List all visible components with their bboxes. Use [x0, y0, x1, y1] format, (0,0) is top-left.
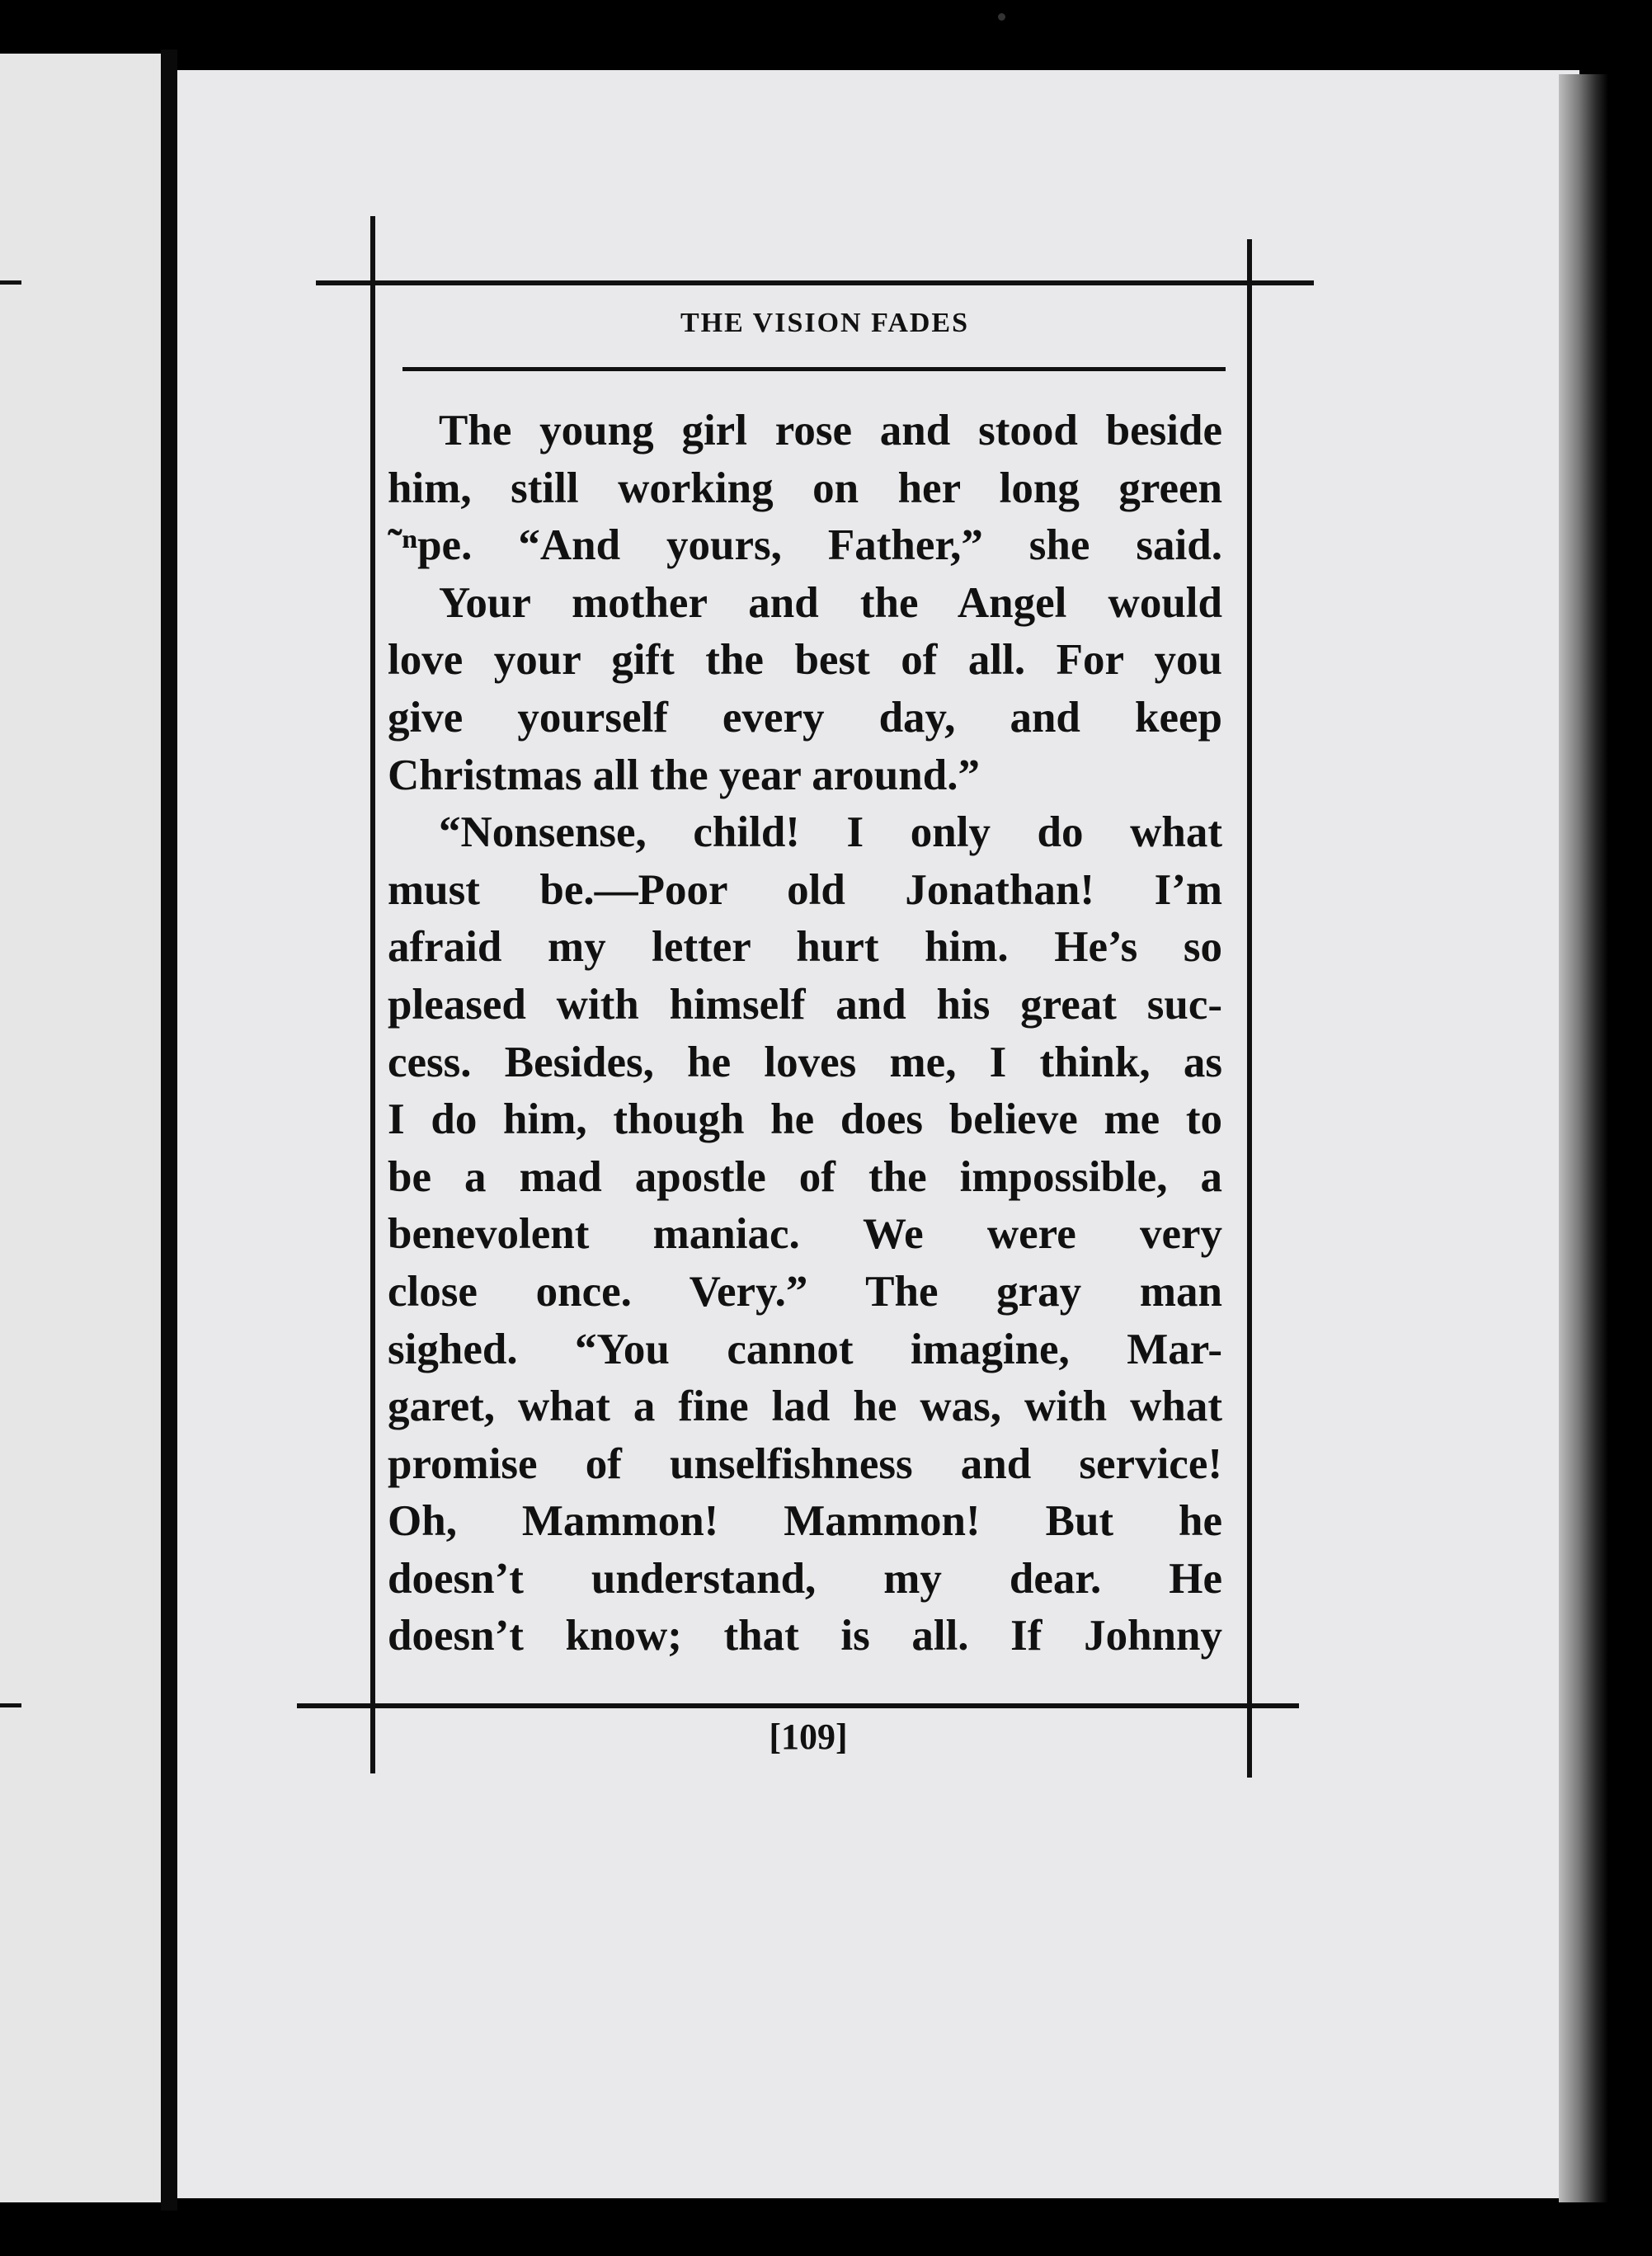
text-line: promise of unselfishness and service! — [388, 1439, 1222, 1488]
left-frame-rule — [370, 216, 375, 1773]
text-line: doesn’t understand, my dear. He — [388, 1554, 1222, 1603]
text-line: Christmas all the year around.” — [388, 751, 980, 799]
scan-speck — [998, 13, 1005, 21]
text-line: I do him, though he does believe me to — [388, 1095, 1222, 1144]
text-line: sighed. “You cannot imagine, Mar- — [388, 1325, 1222, 1373]
facing-page-rule-mark — [0, 280, 21, 285]
bottom-frame-rule — [297, 1703, 1299, 1708]
text-line: afraid my letter hurt him. He’s so — [388, 923, 1222, 972]
text-line: be a mad apostle of the impossible, a — [388, 1152, 1222, 1201]
text-line: “Nonsense, child! I only do what — [439, 808, 1222, 857]
running-head: THE VISION FADES — [680, 308, 970, 338]
right-frame-rule — [1247, 239, 1252, 1778]
text-line: must be.—Poor old Jonathan! I’m — [388, 865, 1222, 914]
text-line: close once. Very.” The gray man — [388, 1267, 1222, 1316]
text-line: garet, what a fine lad he was, with what — [388, 1382, 1222, 1431]
text-line: Your mother and the Angel would — [439, 578, 1222, 627]
page-number: [109] — [769, 1717, 848, 1757]
facing-page-rule-mark — [0, 1703, 21, 1707]
text-line: benevolent maniac. We were very — [388, 1210, 1222, 1259]
text-line: Oh, Mammon! Mammon! But he — [388, 1497, 1222, 1546]
page-edge-shadow — [1559, 74, 1608, 2202]
text-line: ˜ⁿpe. “And yours, Father,” she said. — [388, 521, 1222, 570]
top-frame-rule — [316, 280, 1314, 285]
text-line: love your gift the best of all. For you — [388, 636, 1222, 685]
head-rule — [402, 367, 1226, 371]
facing-page-edge — [0, 54, 161, 2202]
text-line: pleased with himself and his great suc- — [388, 980, 1222, 1029]
text-line: doesn’t know; that is all. If Johnny — [388, 1612, 1222, 1660]
text-line: cess. Besides, he loves me, I think, as — [388, 1038, 1222, 1086]
text-line: The young girl rose and stood beside — [439, 407, 1222, 454]
book-gutter — [161, 49, 177, 2211]
text-line: him, still working on her long green — [388, 464, 1222, 512]
body-text — [388, 403, 1222, 1665]
text-line: give yourself every day, and keep — [388, 693, 1222, 742]
